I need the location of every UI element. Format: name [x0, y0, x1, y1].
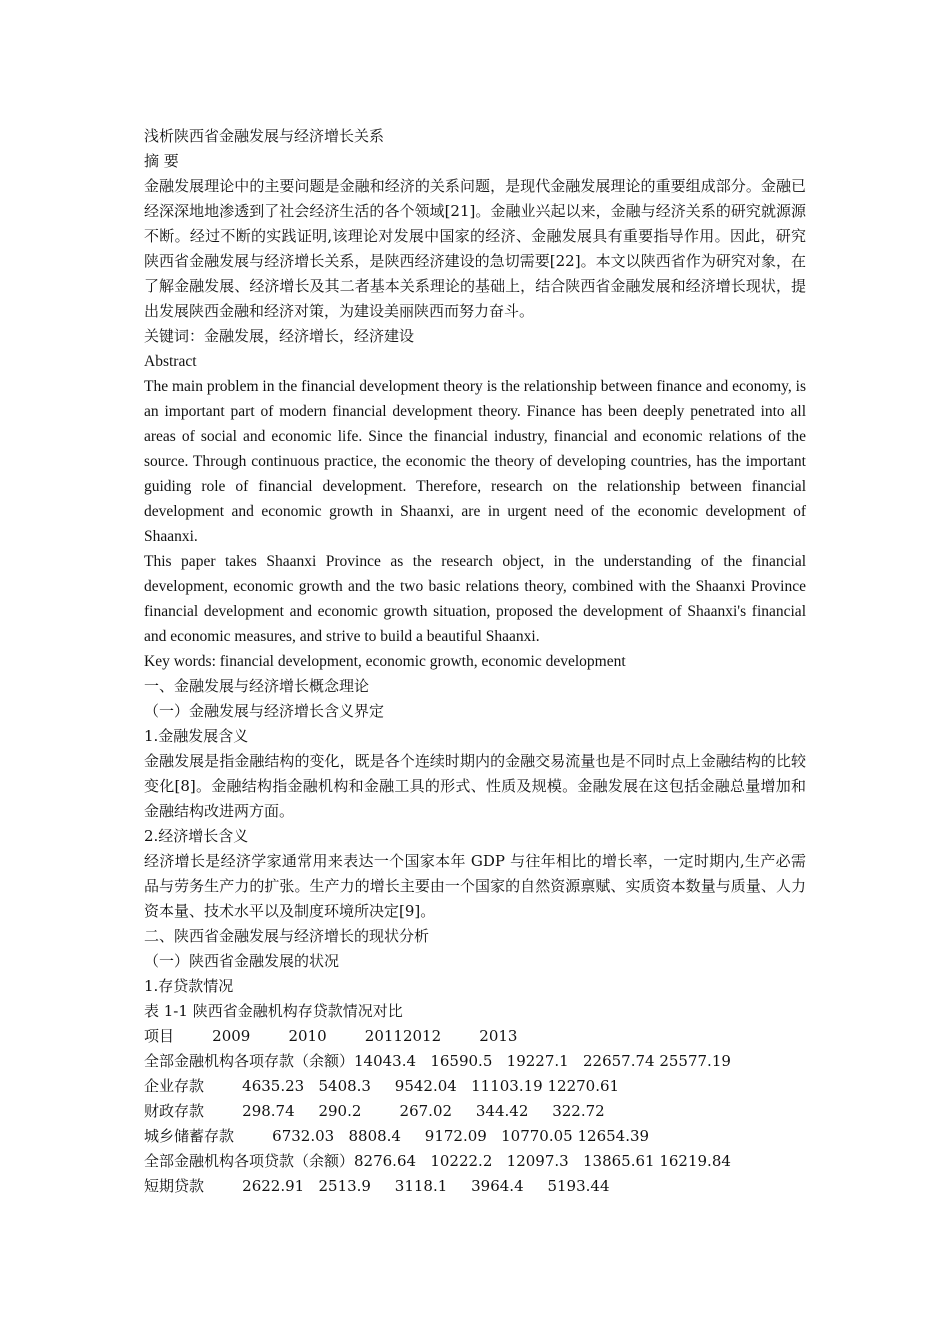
table-row: 城乡储蓄存款 6732.03 8808.4 9172.09 10770.05 12654.39	[144, 1127, 650, 1145]
abstract-en-paragraph-2: This paper takes Shaanxi Province as the research object, in the understanding of the financial development, economic growth and the two basic relations theory, combined with the Shaanxi Province financial development and economic growth situation, proposed the development of Shaanxi's financial and economic measures, and strive to build a beautiful Shaanxi.	[144, 553, 806, 645]
item-2-text: 经济增长是经济学家通常用来表达一个国家本年 GDP 与往年相比的增长率，一定时期内,生产必需品与劳务生产力的扩张。生产力的增长主要由一个国家的自然资源禀赋、实质资本数量与质量、人力资本量、技术水平以及制度环境所决定[9]。	[144, 852, 806, 920]
abstract-en-heading: Abstract	[144, 353, 197, 370]
abstract-heading: 摘 要	[144, 152, 179, 170]
section-2-heading: 二、陕西省金融发展与经济增长的现状分析	[144, 927, 430, 945]
keywords-en: Key words: financial development, economic growth, economic development	[144, 653, 626, 670]
table-row: 短期贷款 2622.91 2513.9 3118.1 3964.4 5193.44	[144, 1177, 610, 1195]
table-caption: 表 1-1 陕西省金融机构存贷款情况对比	[144, 1002, 403, 1020]
keywords-cn: 关键词：金融发展，经济增长，经济建设	[144, 327, 415, 345]
section-2-subheading: （一）陕西省金融发展的状况	[144, 952, 340, 970]
table-row: 全部金融机构各项贷款（余额）8276.64 10222.2 12097.3 13865.61 16219.84	[144, 1152, 731, 1170]
section-1-subheading: （一）金融发展与经济增长含义界定	[144, 702, 385, 720]
abstract-en-paragraph-1: The main problem in the financial development theory is the relationship between finance and economy, is an important part of modern financial development theory. Finance has been deeply penetrated into all areas of social and economic life. Since the financial industry, financial and economic relations of the source. Through continuous practice, the economic the theory of developing countries, has the important guiding role of financial development. Therefore, research on the relationship between financial development and economic growth in Shaanxi, are in urgent need of the economic development of Shaanxi.	[144, 378, 806, 545]
item-1-heading: 1.金融发展含义	[144, 727, 249, 745]
item-2-heading: 2.经济增长含义	[144, 827, 249, 845]
item-1-text: 金融发展是指金融结构的变化，既是各个连续时期内的金融交易流量也是不同时点上金融结构的比较变化[8]。金融结构指金融机构和金融工具的形式、性质及规模。金融发展在这包括金融总量增加和金融结构改进两方面。	[144, 752, 806, 820]
table-row: 项目 2009 2010 20112012 2013	[144, 1027, 518, 1045]
deposit-loan-table	[144, 1024, 806, 1199]
document-body	[144, 124, 806, 1199]
abstract-cn: 金融发展理论中的主要问题是金融和经济的关系问题，是现代金融发展理论的重要组成部分。金融已经深深地地渗透到了社会经济生活的各个领域[21]。金融业兴起以来，金融与经济关系的研究就源源不断。经过不断的实践证明,该理论对发展中国家的经济、金融发展具有重要指导作用。因此，研究陕西省金融发展与经济增长关系，是陕西经济建设的急切需要[22]。本文以陕西省作为研究对象，在了解金融发展、经济增长及其二者基本关系理论的基础上，结合陕西省金融发展和经济增长现状，提出发展陕西金融和经济对策，为建设美丽陕西而努力奋斗。	[144, 177, 806, 320]
table-row: 全部金融机构各项存款（余额）14043.4 16590.5 19227.1 22657.74 25577.19	[144, 1052, 731, 1070]
item-3-heading: 1.存贷款情况	[144, 977, 234, 995]
section-1-heading: 一、金融发展与经济增长概念理论	[144, 677, 370, 695]
table-row: 财政存款 298.74 290.2 267.02 344.42 322.72	[144, 1102, 605, 1120]
table-row: 企业存款 4635.23 5408.3 9542.04 11103.19 12270.61	[144, 1077, 620, 1095]
doc-title: 浅析陕西省金融发展与经济增长关系	[144, 127, 385, 145]
